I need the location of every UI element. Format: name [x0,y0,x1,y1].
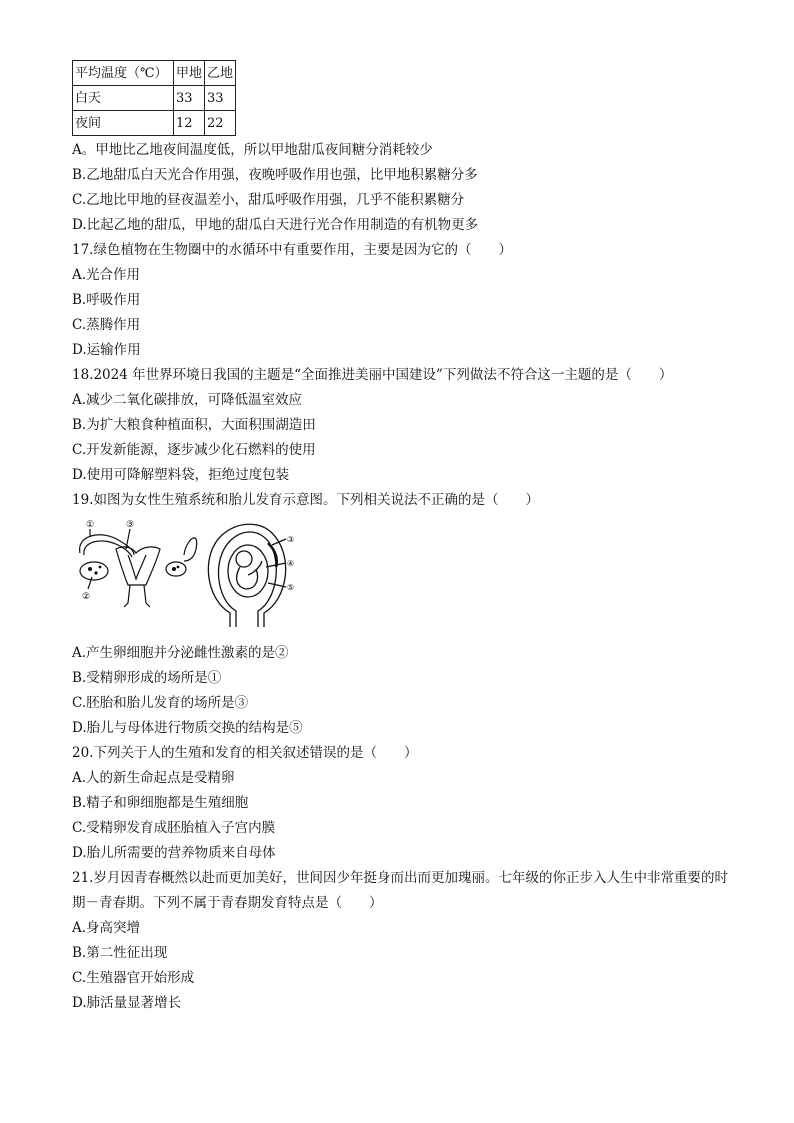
figure-label-3-left: ③ [126,520,135,530]
q20-option-b: B.精子和卵细胞都是生殖细胞 [72,795,249,811]
q17-option-d: D.运输作用 [72,342,141,358]
q20-stem: 20.下列关于人的生殖和发育的相关叙述错误的是（ ） [72,745,418,761]
table-header-cell: 平均温度（℃） [73,61,174,86]
q17-option-b: B.呼吸作用 [72,292,141,308]
q16-option-d: D.比起乙地的甜瓜，甲地的甜瓜白天进行光合作用制造的有机物更多 [72,217,479,233]
figure-label-1: ① [86,520,95,530]
figure-label-2: ② [82,592,91,602]
q18-option-a: A.减少二氧化碳排放，可降低温室效应 [72,392,303,408]
q19-option-a: A.产生卵细胞并分泌雌性激素的是② [72,645,289,661]
q20-option-d: D.胎儿所需要的营养物质来自母体 [72,845,276,861]
q21-option-d: D.肺活量显著增长 [72,995,182,1011]
reproductive-diagram [72,515,312,635]
q21-option-c: C.生殖器官开始形成 [72,970,195,986]
table-header-cell: 甲地 [174,61,205,86]
q20-option-a: A.人的新生命起点是受精卵 [72,770,235,786]
table-header-cell: 乙地 [205,61,236,86]
table-header-row [73,61,236,86]
q18-stem: 18.2024 年世界环境日我国的主题是“全面推进美丽中国建设”下列做法不符合这一主题的是（ ） [72,367,673,383]
q21-option-a: A.身高突增 [72,920,141,936]
table-row [73,111,236,136]
figure-label-4: ④ [287,559,295,568]
table-cell: 33 [174,86,205,111]
exam-page [72,60,732,1016]
q20-option-c: C.受精卵发育成胚胎植入子宫内膜 [72,820,276,836]
q19-option-c: C.胚胎和胎儿发育的场所是③ [72,695,249,711]
q16-option-b: B.乙地甜瓜白天光合作用强，夜晚呼吸作用也强，比甲地积累糖分多 [72,167,478,183]
q18-option-b: B.为扩大粮食种植面积，大面积围湖造田 [72,417,316,433]
reproductive-system-figure [72,515,732,635]
q18-option-c: C.开发新能源，逐步减少化石燃料的使用 [72,442,316,458]
table-cell: 夜间 [73,111,174,136]
q17-option-a: A.光合作用 [72,267,141,283]
q19-stem: 19.如图为女性生殖系统和胎儿发育示意图。下列相关说法不正确的是（ ） [72,492,539,508]
figure-label-5: ⑤ [287,583,295,592]
table-cell: 12 [174,111,205,136]
table-cell: 33 [205,86,236,111]
figure-label-3: ③ [287,535,295,544]
q21-stem: 21.岁月因青春概然以赴而更加美好，世间因少年挺身而出而更加瑰丽。七年级的你正步入人生中非常重要的时期－青春期。下列不属于青春期发育特点是（ ） [72,870,728,911]
uterus-drawing [80,529,197,607]
q17-option-c: C.蒸腾作用 [72,317,141,333]
temperature-table [72,60,236,136]
table-row [73,86,236,111]
table-cell: 白天 [73,86,174,111]
q18-option-d: D.使用可降解塑料袋，拒绝过度包装 [72,467,290,483]
q19-option-b: B.受精卵形成的场所是① [72,670,222,686]
q16-option-a: A。甲地比乙地夜间温度低，所以甲地甜瓜夜间糖分消耗较少 [72,142,433,158]
q19-option-d: D.胎儿与母体进行物质交换的结构是⑤ [72,720,303,736]
q16-option-c: C.乙地比甲地的昼夜温差小，甜瓜呼吸作用强，几乎不能积累糖分 [72,192,465,208]
q21-option-b: B.第二性征出现 [72,945,168,961]
table-cell: 22 [205,111,236,136]
q17-stem: 17.绿色植物在生物圈中的水循环中有重要作用，主要是因为它的（ ） [72,242,512,258]
fetus-drawing [208,524,286,627]
